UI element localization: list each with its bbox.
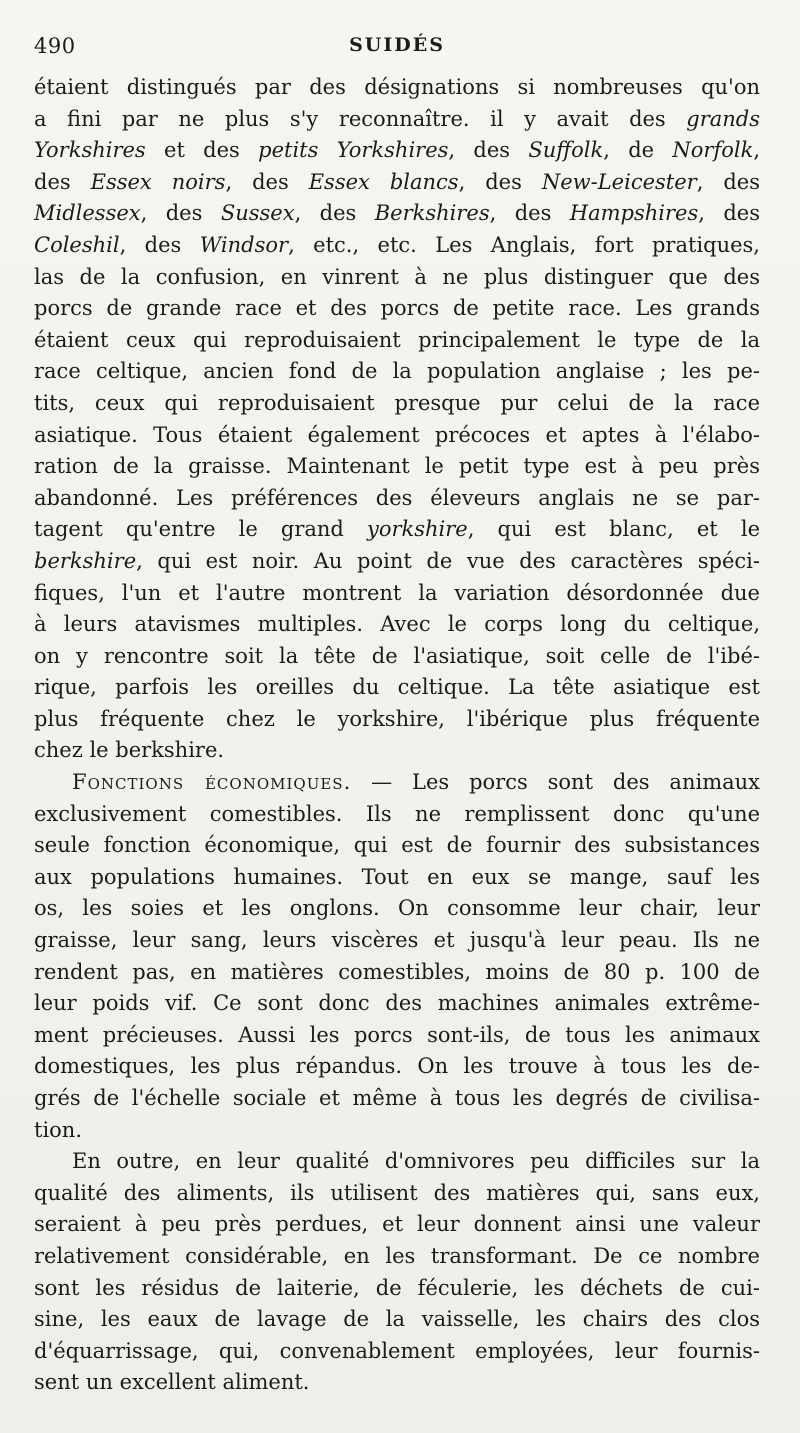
body-text [34,72,760,1399]
text-line: race celtique, ancien fond de la population anglaise ; les pe- [34,359,760,384]
text-line: En outre, en leur qualité d'omnivores peu difficiles sur la [72,1149,760,1174]
text-line: étaient distingués par des désignations si nombreuses qu'on [34,75,760,99]
text-line: chez le berkshire. [34,738,225,763]
running-head: SUIDÉS [349,34,445,56]
text-line: abandonné. Les préférences des éleveurs anglais ne se par- [34,485,760,510]
text-line: seraient à peu près perdues, et leur donnent ainsi une valeur [34,1212,760,1237]
text-line: asiatique. Tous étaient également précoces et aptes à l'élabo- [34,422,760,447]
text-line: on y rencontre soit la tête de l'asiatique, soit celle de l'ibé- [34,643,760,668]
text-line: étaient ceux qui reproduisaient principalement le type de la [34,327,760,352]
text-line: seule fonction économique, qui est de fournir des subsistances [34,833,760,858]
text-line: sent un excellent aliment. [34,1370,310,1395]
text-line: tits, ceux qui reproduisaient presque pur celui de la race [34,390,760,415]
text-line: plus fréquente chez le yorkshire, l'ibérique plus fréquente [34,706,760,731]
text-line: ment précieuses. Aussi les porcs sont-ils, de tous les animaux [34,1022,760,1047]
text-line: rendent pas, en matières comestibles, moins de 80 p. 100 de [34,959,760,984]
text-line: Yorkshires et des petits Yorkshires, des Suffolk, de Norfolk, [34,138,760,163]
text-line: grés de l'échelle sociale et même à tous les degrés de civilisa- [34,1086,760,1110]
page-header [34,34,760,60]
text-line: os, les soies et les onglons. On consomme leur chair, leur [34,896,760,921]
text-line: aux populations humaines. Tout en eux se mange, sauf les [34,864,760,889]
text-line: sine, les eaux de lavage de la vaisselle, les chairs des clos [34,1307,760,1332]
text-line: à leurs atavismes multiples. Avec le corps long du celtique, [34,612,760,637]
text-line: relativement considérable, en les transformant. De ce nombre [34,1243,760,1268]
text-line: qualité des aliments, ils utilisent des matières qui, sans eux, [34,1180,760,1205]
text-line: exclusivement comestibles. Ils ne remplissent donc qu'une [34,801,760,826]
page-number: 490 [34,34,76,58]
text-line: porcs de grande race et des porcs de petite race. Les grands [34,296,760,321]
section-heading-line: Fonctions économiques. — Les porcs sont des animaux [72,770,760,795]
text-line: leur poids vif. Ce sont donc des machines animales extrême- [34,991,760,1016]
text-line: des Essex noirs, des Essex blancs, des New-Leicester, des [34,169,760,194]
text-line: Midlessex, des Sussex, des Berkshires, des Hampshires, des [34,201,760,226]
text-line: graisse, leur sang, leurs viscères et jusqu'à leur peau. Ils ne [34,928,760,953]
text-line: a fini par ne plus s'y reconnaître. il y avait des grands [34,106,760,131]
text-line: berkshire, qui est noir. Au point de vue des caractères spéci- [34,548,760,573]
text-line: domestiques, les plus répandus. On les trouve à tous les de- [34,1054,760,1079]
text-line: las de la confusion, en vinrent à ne plus distinguer que des [34,264,760,289]
text-line: sont les résidus de laiterie, de féculerie, les déchets de cui- [34,1275,760,1300]
text-line: tion. [34,1117,82,1142]
text-line: tagent qu'entre le grand yorkshire, qui est blanc, et le [34,517,760,542]
text-line: d'équarrissage, qui, convenablement employées, leur fournis- [34,1338,760,1363]
text-line: ration de la graisse. Maintenant le petit type est à peu près [34,454,760,479]
text-line: fiques, l'un et l'autre montrent la variation désordonnée due [34,580,760,605]
text-line: Coleshil, des Windsor, etc., etc. Les Anglais, fort pratiques, [34,232,760,257]
text-line: rique, parfois les oreilles du celtique. La tête asiatique est [34,675,760,700]
